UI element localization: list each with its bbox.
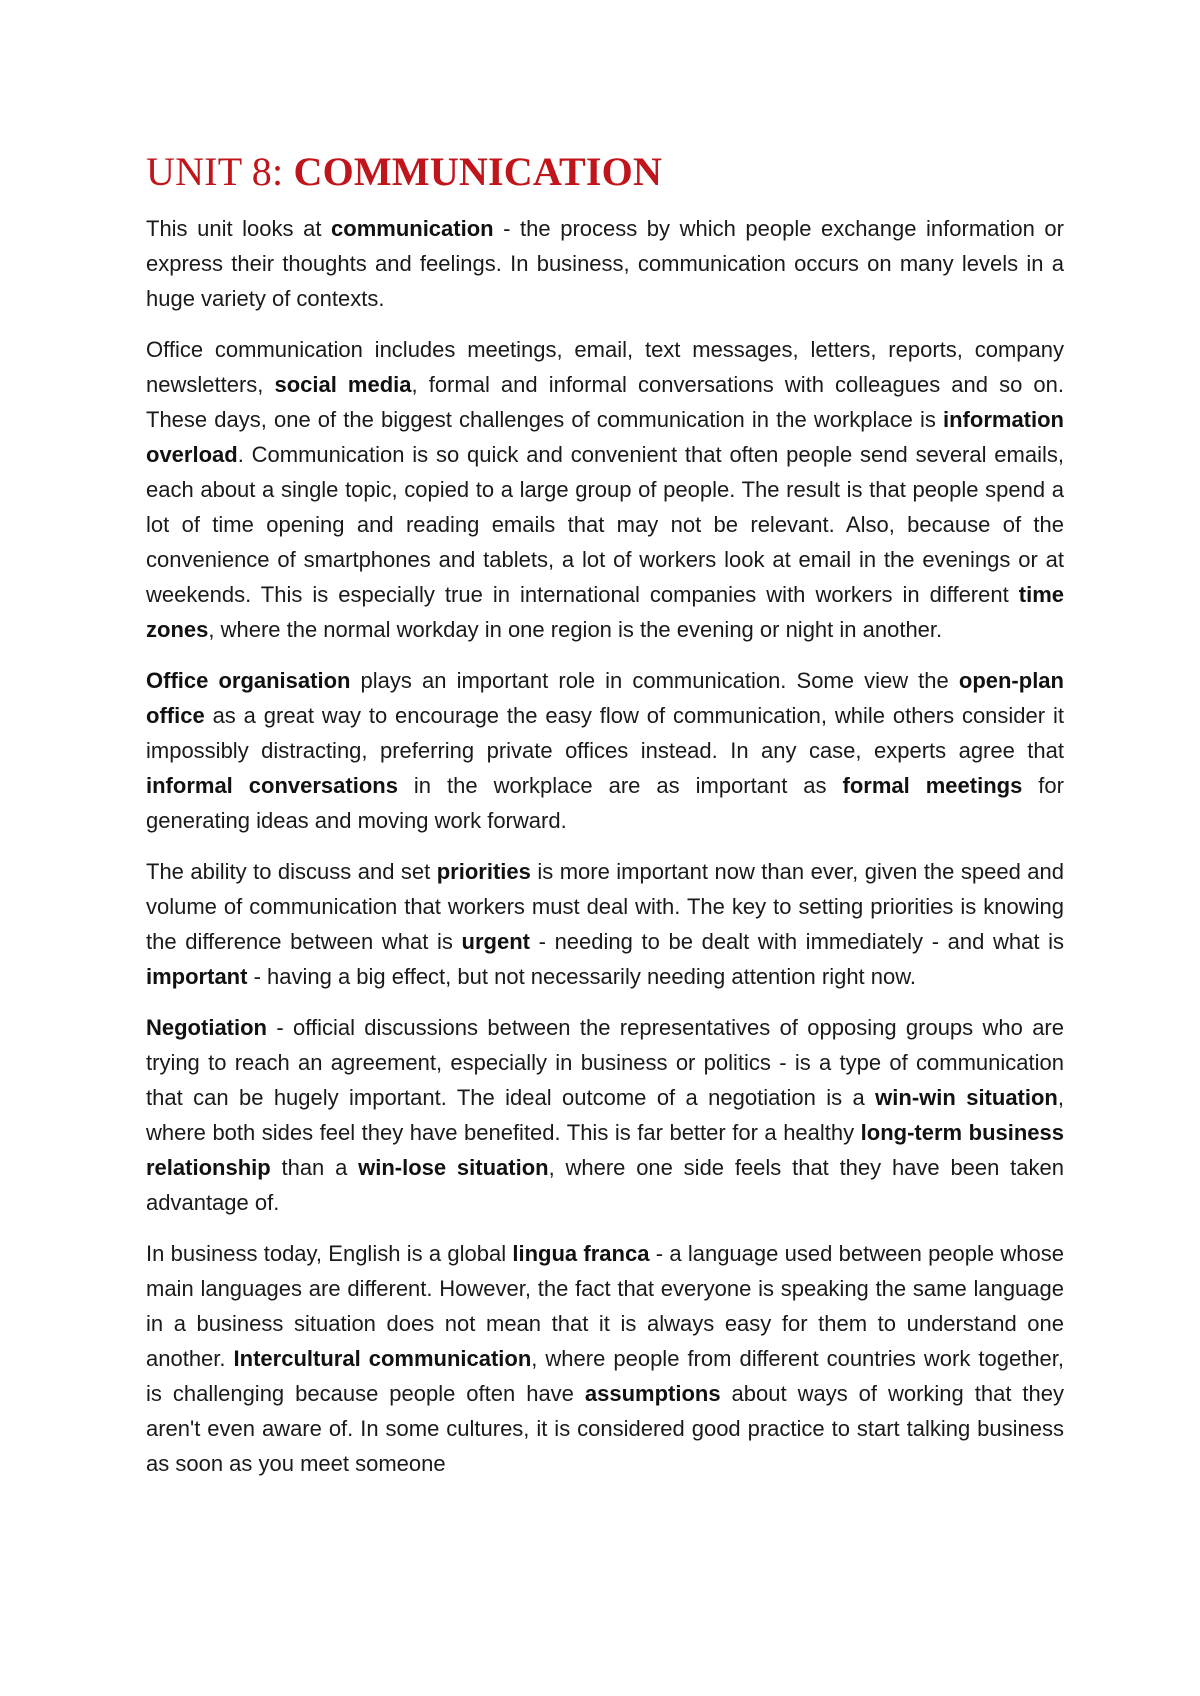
title-main: COMMUNICATION [293, 149, 663, 194]
document-body [146, 150, 1064, 1481]
body-paragraph [146, 332, 1064, 647]
key-term: lingua franca [512, 1241, 650, 1266]
body-paragraph [146, 1010, 1064, 1220]
paragraph-text: - the process by which people exchange information or express their thoughts and feelings. In business, communication occurs on many levels in a huge variety of contexts. [146, 216, 1064, 311]
paragraph-text: plays an important role in communication. Some view the [350, 668, 959, 693]
key-term: win-lose situation [358, 1155, 549, 1180]
key-term: Negotiation [146, 1015, 267, 1040]
paragraph-text: , where people from different countries work together, is challenging because people often have [146, 1346, 1064, 1406]
paragraph-text: - a language used between people whose main languages are different. However, the fact that everyone is speaking the same language in a business situation does not mean that it is always easy for them to understand one another. [146, 1241, 1065, 1371]
key-term: time zones [146, 582, 1064, 642]
key-term: informal conversations [146, 773, 398, 798]
paragraph-text: - needing to be dealt with immediately - and what is [529, 929, 1064, 954]
paragraph-text: , formal and informal conversations with colleagues and so on. These days, one of the biggest challenges of communication in the workplace is [146, 372, 1064, 432]
paragraph-text: This unit looks at [146, 216, 332, 241]
key-term: Office organisation [146, 668, 351, 693]
key-term: information overload [146, 407, 1064, 467]
paragraph-text: about ways of working that they aren't even aware of. In some cultures, it is considered good practice to start talking business as soon as you meet someone [146, 1381, 1064, 1476]
key-term: win-win situation [875, 1085, 1058, 1110]
paragraph-text: . Communication is so quick and convenient that often people send several emails, each about a single topic, copied to a large group of people. The result is that people spend a lot of time opening and reading emails that may not be relevant. Also, because of the convenience of smartphones and tablets, a lot of workers look at email in the evenings or at weekends. This is especially true in international companies with workers in different [146, 442, 1064, 607]
paragraph-list [146, 211, 1064, 1481]
paragraph-text: for generating ideas and moving work forward. [146, 773, 1064, 833]
key-term: assumptions [584, 1381, 721, 1406]
paragraph-text: The ability to discuss and set [146, 859, 437, 884]
paragraph-text: - official discussions between the representatives of opposing groups who are trying to reach an agreement, especially in business or politics - is a type of communication that can be hugely important. The ideal outcome of a negotiation is a [146, 1015, 1064, 1110]
paragraph-text: as a great way to encourage the easy flow of communication, while others consider it impossibly distracting, preferring private offices instead. In any case, experts agree that [146, 703, 1064, 763]
body-paragraph [146, 663, 1064, 838]
title-prefix: UNIT 8: [146, 149, 294, 194]
paragraph-text: , where one side feels that they have been taken advantage of. [146, 1155, 1064, 1215]
body-paragraph [146, 1236, 1064, 1481]
key-term: important [146, 964, 248, 989]
paragraph-text: - having a big effect, but not necessarily needing attention right now. [247, 964, 917, 989]
paragraph-text: is more important now than ever, given the speed and volume of communication that workers must deal with. The key to setting priorities is knowing the difference between what is [146, 859, 1064, 954]
body-paragraph [146, 854, 1064, 994]
body-paragraph [146, 211, 1064, 316]
paragraph-text: , where both sides feel they have benefited. This is far better for a healthy [146, 1085, 1064, 1145]
key-term: open-plan office [146, 668, 1064, 728]
paragraph-text: , where the normal workday in one region is the evening or night in another. [208, 617, 943, 642]
paragraph-text: than a [270, 1155, 359, 1180]
key-term: formal meetings [842, 773, 1023, 798]
key-term: Intercultural communication [233, 1346, 532, 1371]
page-title [146, 150, 1064, 194]
key-term: social media [274, 372, 412, 397]
key-term: urgent [461, 929, 530, 954]
paragraph-text: In business today, English is a global [146, 1241, 513, 1266]
key-term: communication [331, 216, 494, 241]
paragraph-text: Office communication includes meetings, email, text messages, letters, reports, company newsletters, [146, 337, 1064, 397]
key-term: long-term business relationship [146, 1120, 1065, 1180]
paragraph-text: in the workplace are as important as [397, 773, 843, 798]
key-term: priorities [436, 859, 531, 884]
